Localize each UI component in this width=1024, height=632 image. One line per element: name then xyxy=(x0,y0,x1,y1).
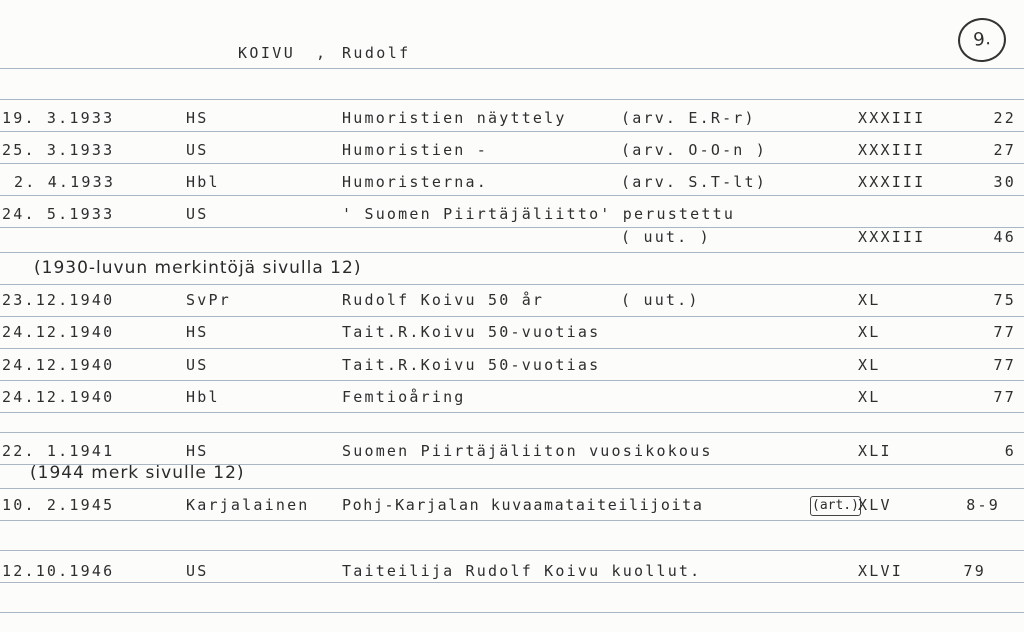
rule-line xyxy=(0,612,1024,613)
rule-line xyxy=(0,412,1024,413)
entry-note xyxy=(810,495,861,516)
rule-line xyxy=(0,550,1024,551)
entry-note: (arv. S.T-lt) xyxy=(621,173,767,191)
entry-title: ' Suomen Piirtäjäliitto' perustettu xyxy=(342,205,736,223)
entry-note: (arv. E.R-r) xyxy=(621,109,756,127)
entry-page: 27 xyxy=(993,141,1016,159)
header-firstname: Rudolf xyxy=(342,44,411,62)
entry-page: 75 xyxy=(993,291,1016,309)
entry-volume: XXXIII xyxy=(858,228,926,246)
entry-volume: XXXIII xyxy=(858,141,926,159)
entry-title: Femtioåring xyxy=(342,388,466,406)
entry-title: Rudolf Koivu 50 år xyxy=(342,291,545,309)
entry-source: SvPr xyxy=(186,291,231,309)
handwritten-note-1930: (1930-luvun merkintöjä sivulla 12) xyxy=(34,258,362,278)
rule-line xyxy=(0,520,1024,521)
entry-source: HS xyxy=(186,323,209,341)
entry-page: 77 xyxy=(993,388,1016,406)
entry-page: 46 xyxy=(993,228,1016,246)
entry-date: 10. 2.1945 xyxy=(2,496,115,514)
rule-line xyxy=(0,99,1024,100)
entry-date: 2. 4.1933 xyxy=(14,173,116,191)
entry-page: 77 xyxy=(993,356,1016,374)
entry-note: (arv. O-O-n ) xyxy=(621,141,767,159)
entry-page: 6 xyxy=(1004,442,1016,460)
entry-title: Humoristien - xyxy=(342,141,488,159)
entry-page: 22 xyxy=(993,109,1016,127)
entry-source: HS xyxy=(186,109,209,127)
entry-title: Suomen Piirtäjäliiton vuosikokous xyxy=(342,442,713,460)
rule-line xyxy=(0,488,1024,489)
header-surname: KOIVU xyxy=(238,44,296,62)
entry-date: 24.12.1940 xyxy=(2,356,115,374)
entry-volume: XL xyxy=(858,356,881,374)
entry-page: 77 xyxy=(993,323,1016,341)
entry-volume: XL xyxy=(858,323,881,341)
entry-volume: XL xyxy=(858,291,881,309)
entry-note: ( uut.) xyxy=(621,291,700,309)
entry-source: Karjalainen xyxy=(186,496,310,514)
entry-volume: XXXIII xyxy=(858,109,926,127)
entry-date: 24.12.1940 xyxy=(2,323,115,341)
entry-date: 19. 3.1933 xyxy=(2,109,115,127)
rule-line xyxy=(0,284,1024,285)
entry-page: 8-9 xyxy=(966,496,1000,514)
entry-volume: XXXIII xyxy=(858,173,926,191)
entry-title: Tait.R.Koivu 50-vuotias xyxy=(342,323,601,341)
entry-volume: XLVI xyxy=(858,562,903,580)
rule-line xyxy=(0,163,1024,164)
rule-line xyxy=(0,348,1024,349)
entry-page: 30 xyxy=(993,173,1016,191)
handwritten-note-1944: (1944 merk sivulle 12) xyxy=(30,463,245,483)
entry-date: 22. 1.1941 xyxy=(2,442,115,460)
card-number-badge: 9. xyxy=(956,16,1008,65)
entry-note: ( uut. ) xyxy=(621,228,711,246)
rule-line xyxy=(0,380,1024,381)
entry-date: 24.12.1940 xyxy=(2,388,115,406)
entry-source: Hbl xyxy=(186,388,220,406)
entry-page: 79 xyxy=(963,562,986,580)
entry-title: Pohj-Karjalan kuvaamataiteilijoita xyxy=(342,496,704,514)
entry-title: Humoristerna. xyxy=(342,173,488,191)
entry-source: US xyxy=(186,141,209,159)
entry-title: Tait.R.Koivu 50-vuotias xyxy=(342,356,601,374)
entry-date: 12.10.1946 xyxy=(2,562,115,580)
entry-source: US xyxy=(186,356,209,374)
rule-line xyxy=(0,195,1024,196)
entry-source: US xyxy=(186,205,209,223)
entry-source: HS xyxy=(186,442,209,460)
header-separator: , xyxy=(316,44,328,62)
entry-title: Taiteilija Rudolf Koivu kuollut. xyxy=(342,562,702,580)
entry-date: 24. 5.1933 xyxy=(2,205,115,223)
entry-volume: XLV xyxy=(858,496,892,514)
entry-date: 23.12.1940 xyxy=(2,291,115,309)
entry-volume: XLI xyxy=(858,442,892,460)
rule-line xyxy=(0,252,1024,253)
rule-line xyxy=(0,316,1024,317)
rule-line xyxy=(0,582,1024,583)
entry-title: Humoristien näyttely xyxy=(342,109,567,127)
rule-line xyxy=(0,68,1024,69)
entry-date: 25. 3.1933 xyxy=(2,141,115,159)
entry-note-boxed: (art.) xyxy=(810,496,861,516)
entry-volume: XL xyxy=(858,388,881,406)
entry-source: US xyxy=(186,562,209,580)
rule-line xyxy=(0,131,1024,132)
rule-line xyxy=(0,432,1024,433)
entry-source: Hbl xyxy=(186,173,220,191)
